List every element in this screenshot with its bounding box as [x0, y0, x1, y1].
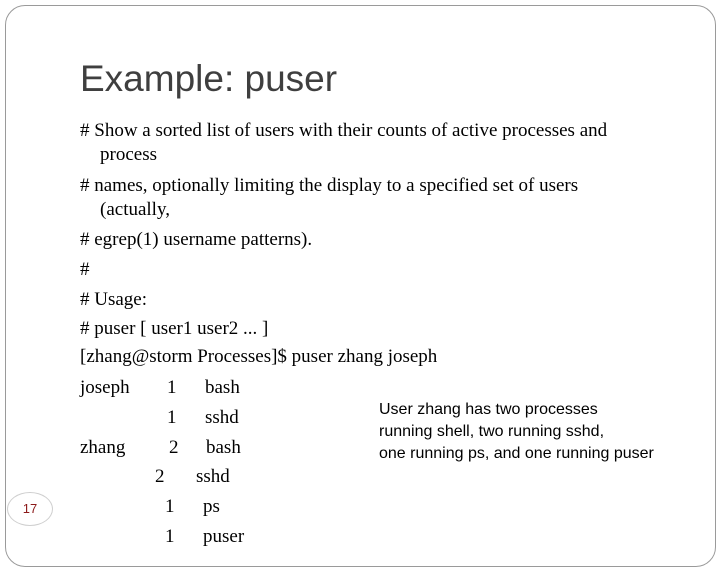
code-line: # egrep(1) username patterns). — [80, 229, 313, 250]
output-command: puser — [203, 526, 245, 547]
output-count: 1 — [167, 377, 177, 398]
output-command: bash — [205, 377, 240, 398]
output-command: bash — [206, 437, 241, 458]
slide-title: Example: puser — [80, 58, 338, 99]
output-count: 2 — [169, 437, 179, 458]
note-line: running shell, two running sshd, — [379, 423, 605, 440]
output-user: zhang — [80, 437, 126, 458]
code-line: # puser [ user1 user2 ... ] — [80, 318, 269, 339]
code-line: # — [80, 259, 90, 280]
output-command: ps — [203, 496, 220, 517]
command-line: [zhang@storm Processes]$ puser zhang joseph — [80, 346, 438, 367]
output-user: joseph — [80, 377, 130, 398]
code-line: (actually, — [100, 199, 170, 220]
output-count: 1 — [165, 526, 175, 547]
output-command: sshd — [196, 466, 230, 487]
page-number: 17 — [7, 492, 53, 526]
output-count: 2 — [155, 466, 165, 487]
output-count: 1 — [167, 407, 177, 428]
note-line: User zhang has two processes — [379, 401, 598, 418]
code-line: # names, optionally limiting the display to a specified set of users — [80, 175, 579, 196]
code-line: # Usage: — [80, 289, 148, 310]
output-count: 1 — [165, 496, 175, 517]
output-command: sshd — [205, 407, 239, 428]
annotation-note — [379, 399, 654, 465]
note-line: one running ps, and one running puser — [379, 445, 654, 462]
code-line: process — [100, 144, 157, 165]
code-line: # Show a sorted list of users with their counts of active processes and — [80, 120, 608, 141]
